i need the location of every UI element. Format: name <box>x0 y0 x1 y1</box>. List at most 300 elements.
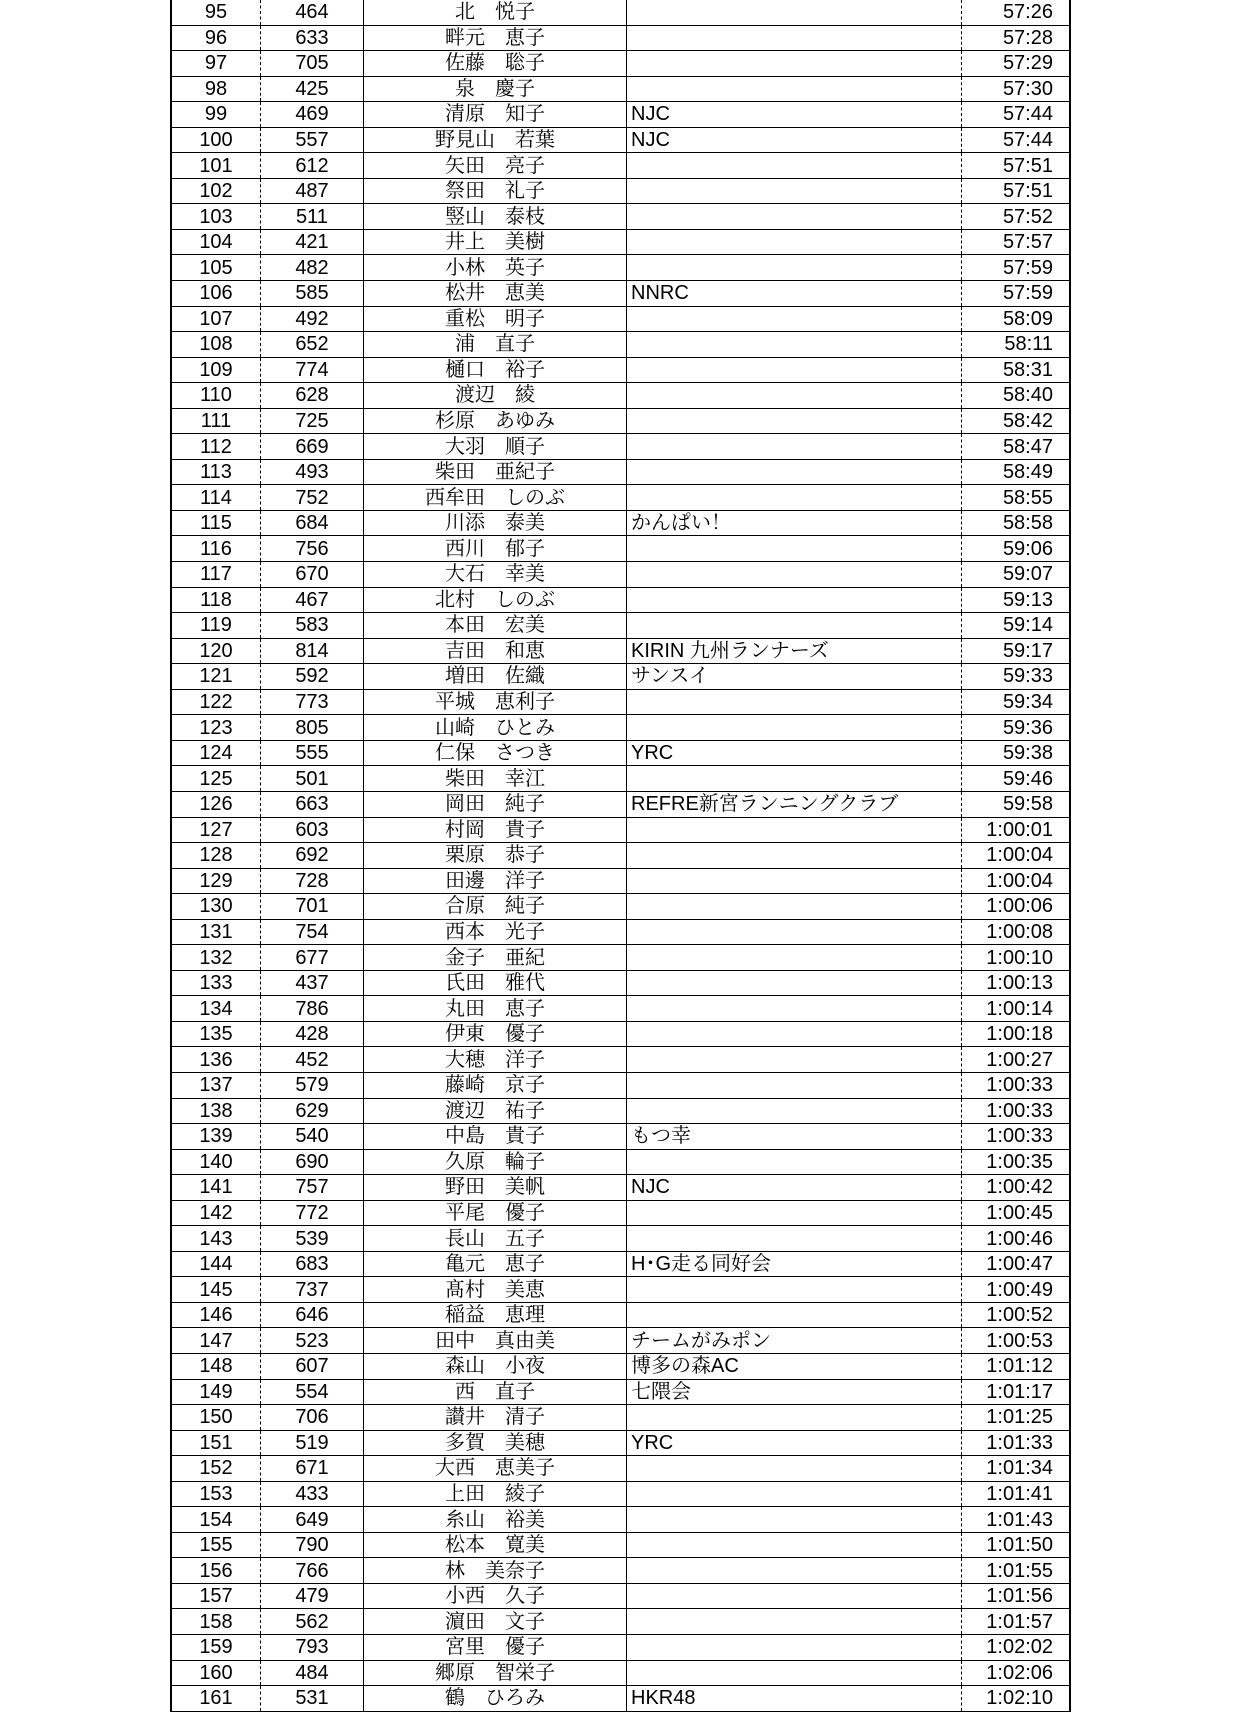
rank-cell: 116 <box>171 536 261 562</box>
table-row <box>171 383 1070 409</box>
rank-cell: 113 <box>171 459 261 485</box>
runner-name-cell: 田邊 洋子 <box>364 868 627 894</box>
table-row <box>171 1686 1070 1712</box>
runner-name-cell: 樋口 裕子 <box>364 357 627 383</box>
finish-time-cell: 1:00:49 <box>962 1277 1071 1303</box>
team-cell <box>627 766 962 792</box>
rank-cell: 130 <box>171 894 261 920</box>
runner-name-cell: 小林 英子 <box>364 255 627 281</box>
team-cell <box>627 1583 962 1609</box>
table-row <box>171 1072 1070 1098</box>
finish-time-cell: 59:14 <box>962 613 1071 639</box>
team-cell: かんぱい！ <box>627 510 962 536</box>
team-cell <box>627 25 962 51</box>
team-cell <box>627 587 962 613</box>
runner-name-cell: 吉田 和恵 <box>364 638 627 664</box>
finish-time-cell: 1:00:04 <box>962 868 1071 894</box>
bib-cell: 539 <box>261 1226 364 1252</box>
runner-name-cell: 讃井 清子 <box>364 1405 627 1431</box>
rank-cell: 103 <box>171 204 261 230</box>
team-cell: KIRIN 九州ランナーズ <box>627 638 962 664</box>
rank-cell: 123 <box>171 715 261 741</box>
runner-name-cell: 西 直子 <box>364 1379 627 1405</box>
team-cell <box>627 894 962 920</box>
runner-name-cell: 伊東 優子 <box>364 1021 627 1047</box>
finish-time-cell: 57:59 <box>962 255 1071 281</box>
bib-cell: 452 <box>261 1047 364 1073</box>
bib-cell: 585 <box>261 281 364 307</box>
rank-cell: 159 <box>171 1635 261 1661</box>
runner-name-cell: 亀元 恵子 <box>364 1251 627 1277</box>
team-cell: NJC <box>627 1175 962 1201</box>
runner-name-cell: 平尾 優子 <box>364 1200 627 1226</box>
bib-cell: 805 <box>261 715 364 741</box>
team-cell <box>627 306 962 332</box>
runner-name-cell: 矢田 亮子 <box>364 153 627 179</box>
table-row <box>171 843 1070 869</box>
bib-cell: 612 <box>261 153 364 179</box>
finish-time-cell: 1:00:52 <box>962 1302 1071 1328</box>
table-row <box>171 102 1070 128</box>
table-row <box>171 1558 1070 1584</box>
runner-name-cell: 増田 佐織 <box>364 664 627 690</box>
finish-time-cell: 1:00:06 <box>962 894 1071 920</box>
rank-cell: 124 <box>171 740 261 766</box>
team-cell <box>627 1072 962 1098</box>
finish-time-cell: 58:42 <box>962 408 1071 434</box>
bib-cell: 467 <box>261 587 364 613</box>
table-row <box>171 1021 1070 1047</box>
finish-time-cell: 58:11 <box>962 332 1071 358</box>
finish-time-cell: 57:44 <box>962 127 1071 153</box>
runner-name-cell: 山崎 ひとみ <box>364 715 627 741</box>
rank-cell: 97 <box>171 51 261 77</box>
team-cell: チームがみポン <box>627 1328 962 1354</box>
table-row <box>171 1609 1070 1635</box>
table-row <box>171 306 1070 332</box>
bib-cell: 633 <box>261 25 364 51</box>
table-row <box>171 281 1070 307</box>
bib-cell: 592 <box>261 664 364 690</box>
finish-time-cell: 1:00:46 <box>962 1226 1071 1252</box>
table-row <box>171 1481 1070 1507</box>
table-row <box>171 1251 1070 1277</box>
team-cell <box>627 1481 962 1507</box>
results-body <box>171 0 1070 1711</box>
table-row <box>171 127 1070 153</box>
finish-time-cell: 1:01:50 <box>962 1532 1071 1558</box>
team-cell <box>627 715 962 741</box>
finish-time-cell: 57:51 <box>962 153 1071 179</box>
rank-cell: 157 <box>171 1583 261 1609</box>
team-cell <box>627 1200 962 1226</box>
runner-name-cell: 鶴 ひろみ <box>364 1686 627 1712</box>
runner-name-cell: 藤崎 京子 <box>364 1072 627 1098</box>
table-row <box>171 459 1070 485</box>
finish-time-cell: 1:00:53 <box>962 1328 1071 1354</box>
bib-cell: 511 <box>261 204 364 230</box>
runner-name-cell: 渡辺 祐子 <box>364 1098 627 1124</box>
bib-cell: 793 <box>261 1635 364 1661</box>
rank-cell: 120 <box>171 638 261 664</box>
bib-cell: 425 <box>261 76 364 102</box>
team-cell: H･G走る同好会 <box>627 1251 962 1277</box>
runner-name-cell: 上田 綾子 <box>364 1481 627 1507</box>
runner-name-cell: 重松 明子 <box>364 306 627 332</box>
team-cell <box>627 868 962 894</box>
bib-cell: 773 <box>261 689 364 715</box>
team-cell: NJC <box>627 127 962 153</box>
runner-name-cell: 川添 泰美 <box>364 510 627 536</box>
table-row <box>171 434 1070 460</box>
rank-cell: 135 <box>171 1021 261 1047</box>
bib-cell: 756 <box>261 536 364 562</box>
finish-time-cell: 57:44 <box>962 102 1071 128</box>
finish-time-cell: 1:00:33 <box>962 1098 1071 1124</box>
bib-cell: 757 <box>261 1175 364 1201</box>
finish-time-cell: 59:07 <box>962 562 1071 588</box>
bib-cell: 684 <box>261 510 364 536</box>
table-row <box>171 791 1070 817</box>
rank-cell: 151 <box>171 1430 261 1456</box>
bib-cell: 774 <box>261 357 364 383</box>
runner-name-cell: 本田 宏美 <box>364 613 627 639</box>
table-row <box>171 1200 1070 1226</box>
rank-cell: 126 <box>171 791 261 817</box>
finish-time-cell: 1:02:06 <box>962 1660 1071 1686</box>
team-cell <box>627 1405 962 1431</box>
finish-time-cell: 59:34 <box>962 689 1071 715</box>
finish-time-cell: 58:55 <box>962 485 1071 511</box>
finish-time-cell: 1:01:33 <box>962 1430 1071 1456</box>
table-row <box>171 536 1070 562</box>
bib-cell: 464 <box>261 0 364 25</box>
bib-cell: 469 <box>261 102 364 128</box>
finish-time-cell: 1:01:17 <box>962 1379 1071 1405</box>
table-row <box>171 1456 1070 1482</box>
bib-cell: 519 <box>261 1430 364 1456</box>
team-cell <box>627 689 962 715</box>
finish-time-cell: 1:00:35 <box>962 1149 1071 1175</box>
runner-name-cell: 西牟田 しのぶ <box>364 485 627 511</box>
runner-name-cell: 合原 純子 <box>364 894 627 920</box>
table-row <box>171 332 1070 358</box>
team-cell <box>627 919 962 945</box>
runner-name-cell: 柴田 亜紀子 <box>364 459 627 485</box>
team-cell: HKR48 <box>627 1686 962 1712</box>
bib-cell: 790 <box>261 1532 364 1558</box>
rank-cell: 142 <box>171 1200 261 1226</box>
bib-cell: 628 <box>261 383 364 409</box>
runner-name-cell: 大石 幸美 <box>364 562 627 588</box>
runner-name-cell: 西川 郁子 <box>364 536 627 562</box>
bib-cell: 766 <box>261 1558 364 1584</box>
rank-cell: 158 <box>171 1609 261 1635</box>
finish-time-cell: 59:13 <box>962 587 1071 613</box>
bib-cell: 671 <box>261 1456 364 1482</box>
results-table <box>170 0 1071 1712</box>
finish-time-cell: 57:29 <box>962 51 1071 77</box>
runner-name-cell: 森山 小夜 <box>364 1353 627 1379</box>
finish-time-cell: 57:57 <box>962 229 1071 255</box>
runner-name-cell: 氏田 雅代 <box>364 970 627 996</box>
runner-name-cell: 大羽 順子 <box>364 434 627 460</box>
runner-name-cell: 郷原 智栄子 <box>364 1660 627 1686</box>
rank-cell: 125 <box>171 766 261 792</box>
team-cell <box>627 1609 962 1635</box>
rank-cell: 132 <box>171 945 261 971</box>
runner-name-cell: 井上 美樹 <box>364 229 627 255</box>
team-cell <box>627 76 962 102</box>
team-cell <box>627 817 962 843</box>
runner-name-cell: 杉原 あゆみ <box>364 408 627 434</box>
runner-name-cell: 畔元 恵子 <box>364 25 627 51</box>
bib-cell: 728 <box>261 868 364 894</box>
team-cell <box>627 357 962 383</box>
team-cell <box>627 153 962 179</box>
rank-cell: 98 <box>171 76 261 102</box>
bib-cell: 683 <box>261 1251 364 1277</box>
finish-time-cell: 1:00:33 <box>962 1072 1071 1098</box>
table-row <box>171 25 1070 51</box>
finish-time-cell: 1:00:13 <box>962 970 1071 996</box>
team-cell <box>627 536 962 562</box>
table-row <box>171 817 1070 843</box>
team-cell <box>627 1098 962 1124</box>
finish-time-cell: 1:00:33 <box>962 1124 1071 1150</box>
table-row <box>171 76 1070 102</box>
rank-cell: 161 <box>171 1686 261 1712</box>
finish-time-cell: 1:01:12 <box>962 1353 1071 1379</box>
rank-cell: 146 <box>171 1302 261 1328</box>
finish-time-cell: 58:49 <box>962 459 1071 485</box>
table-row <box>171 1583 1070 1609</box>
team-cell <box>627 562 962 588</box>
finish-time-cell: 1:00:45 <box>962 1200 1071 1226</box>
bib-cell: 752 <box>261 485 364 511</box>
table-row <box>171 638 1070 664</box>
rank-cell: 112 <box>171 434 261 460</box>
team-cell <box>627 1558 962 1584</box>
runner-name-cell: 大穂 洋子 <box>364 1047 627 1073</box>
rank-cell: 122 <box>171 689 261 715</box>
rank-cell: 150 <box>171 1405 261 1431</box>
rank-cell: 134 <box>171 996 261 1022</box>
team-cell: YRC <box>627 740 962 766</box>
finish-time-cell: 1:01:43 <box>962 1507 1071 1533</box>
table-row <box>171 1507 1070 1533</box>
table-row <box>171 510 1070 536</box>
runner-name-cell: 佐藤 聡子 <box>364 51 627 77</box>
runner-name-cell: 小西 久子 <box>364 1583 627 1609</box>
rank-cell: 128 <box>171 843 261 869</box>
rank-cell: 155 <box>171 1532 261 1558</box>
table-row <box>171 408 1070 434</box>
bib-cell: 603 <box>261 817 364 843</box>
table-row <box>171 255 1070 281</box>
runner-name-cell: 濵田 文子 <box>364 1609 627 1635</box>
runner-name-cell: 村岡 貴子 <box>364 817 627 843</box>
bib-cell: 814 <box>261 638 364 664</box>
runner-name-cell: 西本 光子 <box>364 919 627 945</box>
rank-cell: 101 <box>171 153 261 179</box>
finish-time-cell: 59:46 <box>962 766 1071 792</box>
team-cell <box>627 204 962 230</box>
table-row <box>171 715 1070 741</box>
rank-cell: 152 <box>171 1456 261 1482</box>
bib-cell: 677 <box>261 945 364 971</box>
bib-cell: 737 <box>261 1277 364 1303</box>
table-row <box>171 664 1070 690</box>
team-cell: サンスイ <box>627 664 962 690</box>
bib-cell: 629 <box>261 1098 364 1124</box>
table-row <box>171 1532 1070 1558</box>
runner-name-cell: 野見山 若葉 <box>364 127 627 153</box>
bib-cell: 706 <box>261 1405 364 1431</box>
table-row <box>171 204 1070 230</box>
finish-time-cell: 1:01:25 <box>962 1405 1071 1431</box>
bib-cell: 557 <box>261 127 364 153</box>
finish-time-cell: 58:58 <box>962 510 1071 536</box>
bib-cell: 482 <box>261 255 364 281</box>
table-row <box>171 153 1070 179</box>
table-row <box>171 1405 1070 1431</box>
runner-name-cell: 金子 亜紀 <box>364 945 627 971</box>
bib-cell: 663 <box>261 791 364 817</box>
runner-name-cell: 林 美奈子 <box>364 1558 627 1584</box>
rank-cell: 95 <box>171 0 261 25</box>
finish-time-cell: 59:06 <box>962 536 1071 562</box>
rank-cell: 156 <box>171 1558 261 1584</box>
team-cell <box>627 383 962 409</box>
team-cell <box>627 970 962 996</box>
table-row <box>171 1660 1070 1686</box>
rank-cell: 99 <box>171 102 261 128</box>
runner-name-cell: 野田 美帆 <box>364 1175 627 1201</box>
finish-time-cell: 57:52 <box>962 204 1071 230</box>
finish-time-cell: 1:00:10 <box>962 945 1071 971</box>
rank-cell: 127 <box>171 817 261 843</box>
table-row <box>171 1328 1070 1354</box>
team-cell <box>627 1021 962 1047</box>
team-cell <box>627 459 962 485</box>
bib-cell: 701 <box>261 894 364 920</box>
runner-name-cell: 大西 恵美子 <box>364 1456 627 1482</box>
rank-cell: 129 <box>171 868 261 894</box>
table-row <box>171 1430 1070 1456</box>
rank-cell: 137 <box>171 1072 261 1098</box>
rank-cell: 117 <box>171 562 261 588</box>
bib-cell: 690 <box>261 1149 364 1175</box>
rank-cell: 119 <box>171 613 261 639</box>
team-cell <box>627 408 962 434</box>
rank-cell: 131 <box>171 919 261 945</box>
finish-time-cell: 1:02:10 <box>962 1686 1071 1712</box>
bib-cell: 786 <box>261 996 364 1022</box>
bib-cell: 554 <box>261 1379 364 1405</box>
finish-time-cell: 59:38 <box>962 740 1071 766</box>
bib-cell: 433 <box>261 1481 364 1507</box>
rank-cell: 102 <box>171 178 261 204</box>
rank-cell: 108 <box>171 332 261 358</box>
rank-cell: 138 <box>171 1098 261 1124</box>
team-cell <box>627 485 962 511</box>
bib-cell: 523 <box>261 1328 364 1354</box>
runner-name-cell: 竪山 泰枝 <box>364 204 627 230</box>
team-cell <box>627 434 962 460</box>
finish-time-cell: 58:47 <box>962 434 1071 460</box>
rank-cell: 154 <box>171 1507 261 1533</box>
bib-cell: 484 <box>261 1660 364 1686</box>
runner-name-cell: 岡田 純子 <box>364 791 627 817</box>
team-cell <box>627 613 962 639</box>
finish-time-cell: 58:40 <box>962 383 1071 409</box>
table-row <box>171 945 1070 971</box>
runner-name-cell: 稲益 恵理 <box>364 1302 627 1328</box>
bib-cell: 725 <box>261 408 364 434</box>
table-row <box>171 587 1070 613</box>
bib-cell: 579 <box>261 1072 364 1098</box>
finish-time-cell: 57:51 <box>962 178 1071 204</box>
table-row <box>171 613 1070 639</box>
rank-cell: 114 <box>171 485 261 511</box>
team-cell <box>627 843 962 869</box>
table-row <box>171 357 1070 383</box>
table-row <box>171 562 1070 588</box>
bib-cell: 492 <box>261 306 364 332</box>
table-row <box>171 0 1070 25</box>
table-row <box>171 996 1070 1022</box>
rank-cell: 143 <box>171 1226 261 1252</box>
team-cell <box>627 255 962 281</box>
rank-cell: 110 <box>171 383 261 409</box>
team-cell <box>627 1302 962 1328</box>
finish-time-cell: 57:30 <box>962 76 1071 102</box>
rank-cell: 133 <box>171 970 261 996</box>
bib-cell: 772 <box>261 1200 364 1226</box>
runner-name-cell: 柴田 幸江 <box>364 766 627 792</box>
rank-cell: 145 <box>171 1277 261 1303</box>
table-row <box>171 894 1070 920</box>
rank-cell: 100 <box>171 127 261 153</box>
team-cell: NNRC <box>627 281 962 307</box>
finish-time-cell: 1:01:56 <box>962 1583 1071 1609</box>
team-cell <box>627 229 962 255</box>
finish-time-cell: 1:00:18 <box>962 1021 1071 1047</box>
runner-name-cell: 中島 貴子 <box>364 1124 627 1150</box>
team-cell <box>627 0 962 25</box>
team-cell <box>627 945 962 971</box>
table-row <box>171 1098 1070 1124</box>
finish-time-cell: 59:58 <box>962 791 1071 817</box>
finish-time-cell: 57:26 <box>962 0 1071 25</box>
runner-name-cell: 宮里 優子 <box>364 1635 627 1661</box>
finish-time-cell: 1:01:55 <box>962 1558 1071 1584</box>
bib-cell: 421 <box>261 229 364 255</box>
bib-cell: 607 <box>261 1353 364 1379</box>
team-cell: REFRE新宮ランニングクラブ <box>627 791 962 817</box>
table-row <box>171 766 1070 792</box>
table-row <box>171 485 1070 511</box>
team-cell: もつ幸 <box>627 1124 962 1150</box>
table-row <box>171 868 1070 894</box>
runner-name-cell: 渡辺 綾 <box>364 383 627 409</box>
team-cell <box>627 1635 962 1661</box>
table-row <box>171 1226 1070 1252</box>
bib-cell: 692 <box>261 843 364 869</box>
table-row <box>171 178 1070 204</box>
finish-time-cell: 1:01:34 <box>962 1456 1071 1482</box>
